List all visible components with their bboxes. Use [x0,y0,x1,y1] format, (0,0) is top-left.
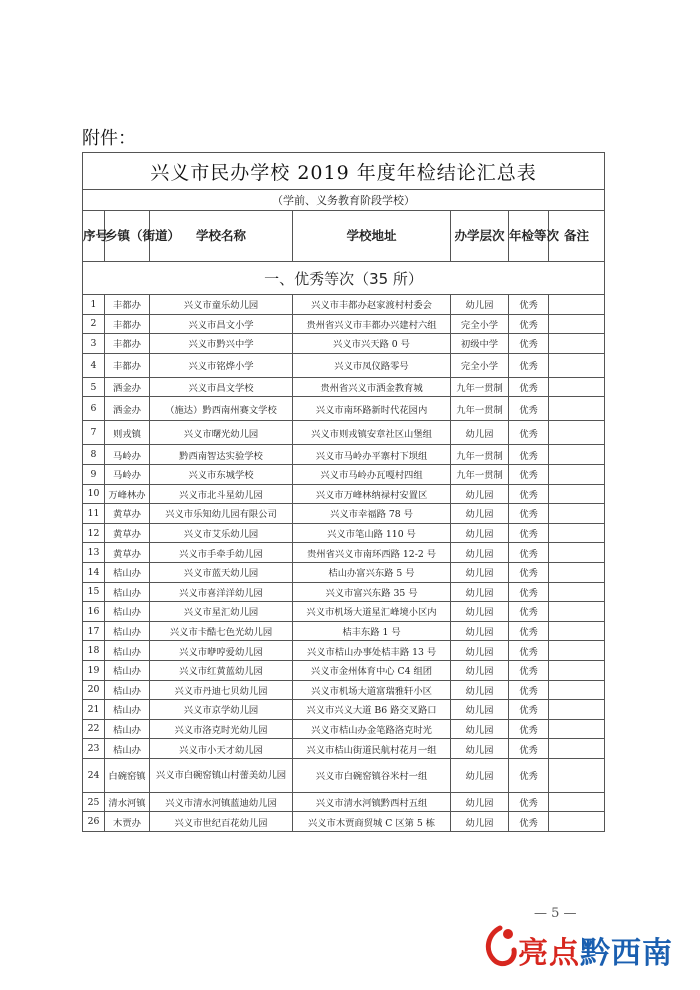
cell-no: 26 [83,812,105,832]
table-row [83,719,605,739]
cell-level: 九年一贯制 [451,464,509,484]
table-row [83,484,605,504]
cell-level: 幼儿园 [451,700,509,720]
cell-level: 幼儿园 [451,562,509,582]
cell-town: 马岭办 [105,445,150,465]
cell-school-name: 兴义市昌文学校 [150,377,293,397]
page-number: — 5 — [534,906,577,921]
cell-school-name: 兴义市丹迪七贝幼儿园 [150,680,293,700]
cell-school-name: 兴义市星汇幼儿园 [150,602,293,622]
cell-no: 15 [83,582,105,602]
header-remark: 备注 [549,211,605,262]
cell-remark [549,484,605,504]
cell-level: 幼儿园 [451,504,509,524]
swirl-icon [480,924,520,968]
cell-address: 兴义市万峰林纳禄村安置区 [293,484,451,504]
table-row [83,562,605,582]
cell-town: 桔山办 [105,621,150,641]
cell-level: 幼儿园 [451,739,509,759]
cell-no: 5 [83,377,105,397]
table-row [83,660,605,680]
cell-result: 优秀 [509,602,549,622]
cell-address: 兴义市马岭办瓦嘎村四组 [293,464,451,484]
cell-result: 优秀 [509,719,549,739]
header-result: 年检等次 [509,211,549,262]
cell-school-name: 兴义市洛克时光幼儿园 [150,719,293,739]
cell-address: 贵州省兴义市丰都办兴建村六组 [293,314,451,334]
cell-school-name: 兴义市东城学校 [150,464,293,484]
cell-town: 则戎镇 [105,421,150,445]
cell-level: 九年一贯制 [451,377,509,397]
table-row [83,353,605,377]
cell-school-name: 兴义市咿哼爱幼儿园 [150,641,293,661]
cell-school-name: 兴义市黔兴中学 [150,334,293,354]
cell-result: 优秀 [509,641,549,661]
cell-town: 木贾办 [105,812,150,832]
cell-result: 优秀 [509,295,549,315]
cell-remark [549,314,605,334]
cell-address: 兴义市幸福路 78 号 [293,504,451,524]
cell-result: 优秀 [509,792,549,812]
cell-address: 兴义市机场大道富瑞雅轩小区 [293,680,451,700]
table-row [83,641,605,661]
table-row [83,334,605,354]
watermark-text [518,928,673,972]
table-row [83,700,605,720]
header-level: 办学层次 [451,211,509,262]
cell-address: 兴义市机场大道星汇峰境小区内 [293,602,451,622]
cell-remark [549,353,605,377]
cell-remark [549,812,605,832]
cell-no: 14 [83,562,105,582]
table-row [83,621,605,641]
watermark-part1: 亮点 [518,936,580,971]
table-row [83,680,605,700]
cell-address: 兴义市桔山街道民航村花月一组 [293,739,451,759]
table-row [83,523,605,543]
header-town: 乡镇（街道） [105,211,150,262]
table-row [83,397,605,421]
table-row [83,543,605,563]
cell-level: 幼儿园 [451,295,509,315]
section-title: 一、优秀等次（35 所） [83,262,605,295]
cell-address: 兴义市白碗窑镇谷米村一组 [293,758,451,792]
cell-town: 万峰林办 [105,484,150,504]
cell-town: 丰都办 [105,353,150,377]
cell-town: 马岭办 [105,464,150,484]
cell-town: 清水河镇 [105,792,150,812]
cell-remark [549,719,605,739]
cell-no: 7 [83,421,105,445]
cell-remark [549,562,605,582]
cell-address: 兴义市凤仪路零号 [293,353,451,377]
cell-town: 桔山办 [105,562,150,582]
cell-town: 桔山办 [105,602,150,622]
cell-level: 幼儿园 [451,812,509,832]
cell-result: 优秀 [509,739,549,759]
cell-remark [549,700,605,720]
cell-remark [549,334,605,354]
table-body [83,295,605,832]
cell-remark [549,295,605,315]
cell-no: 4 [83,353,105,377]
table-row [83,314,605,334]
cell-town: 洒金办 [105,397,150,421]
cell-no: 3 [83,334,105,354]
cell-address: 兴义市马岭办平寨村下坝组 [293,445,451,465]
table-row [83,792,605,812]
cell-result: 优秀 [509,464,549,484]
cell-school-name: （施达）黔西南州赛文学校 [150,397,293,421]
watermark-logo [480,918,690,974]
cell-remark [549,421,605,445]
cell-no: 17 [83,621,105,641]
cell-town: 桔山办 [105,700,150,720]
cell-result: 优秀 [509,421,549,445]
cell-address: 兴义市笔山路 110 号 [293,523,451,543]
cell-remark [549,602,605,622]
cell-remark [549,464,605,484]
table-title: 兴义市民办学校 2019 年度年检结论汇总表 [83,153,605,190]
cell-level: 初级中学 [451,334,509,354]
cell-no: 13 [83,543,105,563]
table-row [83,445,605,465]
cell-address: 兴义市桔山办事处桔丰路 13 号 [293,641,451,661]
cell-school-name: 兴义市手牵手幼儿园 [150,543,293,563]
cell-school-name: 兴义市小天才幼儿园 [150,739,293,759]
header-school-name: 学校名称 [150,211,293,262]
cell-town: 桔山办 [105,660,150,680]
cell-level: 幼儿园 [451,641,509,661]
cell-town: 黄草办 [105,523,150,543]
cell-school-name: 兴义市喜洋洋幼儿园 [150,582,293,602]
cell-town: 丰都办 [105,314,150,334]
table-row [83,295,605,315]
cell-school-name: 兴义市艾乐幼儿园 [150,523,293,543]
cell-remark [549,397,605,421]
cell-address: 兴义市桔山办金笔路洛克时光 [293,719,451,739]
cell-town: 桔山办 [105,680,150,700]
cell-level: 幼儿园 [451,680,509,700]
cell-school-name: 兴义市蓝天幼儿园 [150,562,293,582]
cell-town: 黄草办 [105,504,150,524]
cell-school-name: 兴义市乐知幼儿园有限公司 [150,504,293,524]
cell-school-name: 兴义市北斗星幼儿园 [150,484,293,504]
cell-town: 黄草办 [105,543,150,563]
cell-address: 兴义市清水河镇黔西村五组 [293,792,451,812]
cell-level: 幼儿园 [451,758,509,792]
cell-address: 兴义市兴天路 0 号 [293,334,451,354]
cell-no: 19 [83,660,105,680]
cell-level: 九年一贯制 [451,397,509,421]
cell-level: 幼儿园 [451,484,509,504]
cell-remark [549,504,605,524]
cell-result: 优秀 [509,700,549,720]
cell-result: 优秀 [509,680,549,700]
cell-no: 16 [83,602,105,622]
cell-result: 优秀 [509,504,549,524]
cell-result: 优秀 [509,812,549,832]
cell-level: 幼儿园 [451,792,509,812]
cell-address: 兴义市兴义大道 B6 路交叉路口 [293,700,451,720]
cell-town: 丰都办 [105,295,150,315]
cell-level: 完全小学 [451,353,509,377]
cell-remark [549,543,605,563]
summary-table [82,152,605,832]
cell-no: 23 [83,739,105,759]
cell-no: 1 [83,295,105,315]
cell-school-name: 兴义市京学幼儿园 [150,700,293,720]
cell-school-name: 兴义市红黄蓝幼儿园 [150,660,293,680]
cell-school-name: 兴义市曙光幼儿园 [150,421,293,445]
cell-result: 优秀 [509,314,549,334]
table-row [83,504,605,524]
cell-town: 洒金办 [105,377,150,397]
cell-no: 12 [83,523,105,543]
cell-town: 桔山办 [105,739,150,759]
header-seq: 序号 [83,211,105,262]
cell-level: 幼儿园 [451,421,509,445]
cell-town: 桔山办 [105,641,150,661]
table-row [83,582,605,602]
cell-address: 兴义市则戎镇安章社区山堡组 [293,421,451,445]
table-row [83,464,605,484]
cell-town: 白碗窑镇 [105,758,150,792]
table-row [83,739,605,759]
table-row [83,377,605,397]
cell-level: 幼儿园 [451,719,509,739]
cell-address: 兴义市金州体育中心 C4 组团 [293,660,451,680]
cell-level: 幼儿园 [451,660,509,680]
cell-remark [549,660,605,680]
cell-no: 10 [83,484,105,504]
cell-result: 优秀 [509,621,549,641]
cell-remark [549,792,605,812]
cell-result: 优秀 [509,543,549,563]
cell-remark [549,377,605,397]
cell-result: 优秀 [509,353,549,377]
cell-level: 幼儿园 [451,523,509,543]
cell-address: 桔山办富兴东路 5 号 [293,562,451,582]
cell-result: 优秀 [509,523,549,543]
cell-result: 优秀 [509,334,549,354]
cell-level: 幼儿园 [451,602,509,622]
cell-result: 优秀 [509,758,549,792]
cell-level: 幼儿园 [451,582,509,602]
cell-no: 9 [83,464,105,484]
cell-no: 6 [83,397,105,421]
cell-remark [549,680,605,700]
cell-no: 8 [83,445,105,465]
cell-no: 11 [83,504,105,524]
cell-address: 兴义市南环路新时代花园内 [293,397,451,421]
cell-level: 幼儿园 [451,543,509,563]
cell-no: 2 [83,314,105,334]
header-address: 学校地址 [293,211,451,262]
cell-no: 21 [83,700,105,720]
cell-remark [549,641,605,661]
table-row [83,758,605,792]
cell-school-name: 兴义市清水河镇蓝迪幼儿园 [150,792,293,812]
cell-result: 优秀 [509,562,549,582]
cell-school-name: 兴义市童乐幼儿园 [150,295,293,315]
cell-remark [549,582,605,602]
table-row [83,421,605,445]
table-row [83,812,605,832]
cell-result: 优秀 [509,484,549,504]
watermark-part2: 黔西南 [580,936,673,971]
cell-no: 18 [83,641,105,661]
cell-result: 优秀 [509,660,549,680]
summary-table-container [82,152,604,832]
cell-no: 24 [83,758,105,792]
cell-remark [549,621,605,641]
cell-school-name: 黔西南智达实验学校 [150,445,293,465]
cell-no: 20 [83,680,105,700]
cell-school-name: 兴义市世纪百花幼儿园 [150,812,293,832]
cell-result: 优秀 [509,397,549,421]
cell-remark [549,445,605,465]
cell-result: 优秀 [509,377,549,397]
cell-remark [549,758,605,792]
cell-level: 完全小学 [451,314,509,334]
cell-school-name: 兴义市卡酷七色光幼儿园 [150,621,293,641]
cell-address: 桔丰东路 1 号 [293,621,451,641]
cell-address: 兴义市木贾商贸城 C 区第 5 栋 [293,812,451,832]
cell-town: 桔山办 [105,719,150,739]
cell-address: 兴义市丰都办赵家渡村村委会 [293,295,451,315]
cell-town: 丰都办 [105,334,150,354]
table-row [83,602,605,622]
cell-result: 优秀 [509,445,549,465]
cell-address: 兴义市富兴东路 35 号 [293,582,451,602]
cell-address: 贵州省兴义市洒金教育城 [293,377,451,397]
cell-school-name: 兴义市铭烨小学 [150,353,293,377]
cell-result: 优秀 [509,582,549,602]
cell-no: 25 [83,792,105,812]
cell-remark [549,739,605,759]
cell-town: 桔山办 [105,582,150,602]
cell-no: 22 [83,719,105,739]
cell-school-name: 兴义市昌文小学 [150,314,293,334]
attachment-label: 附件： [82,128,136,149]
cell-address: 贵州省兴义市南环西路 12-2 号 [293,543,451,563]
cell-level: 九年一贯制 [451,445,509,465]
table-subtitle: （学前、义务教育阶段学校） [83,190,605,211]
cell-school-name: 兴义市白碗窑镇山村蕾美幼儿园 [150,758,293,792]
cell-level: 幼儿园 [451,621,509,641]
cell-remark [549,523,605,543]
